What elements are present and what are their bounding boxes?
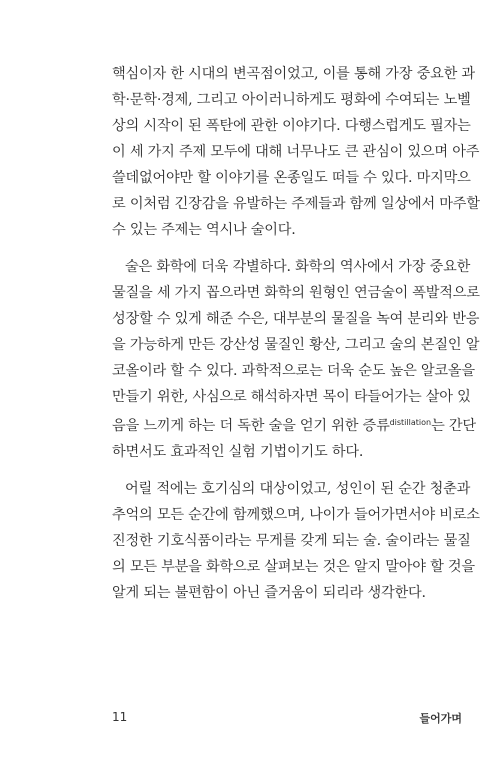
text-line: 핵심이자 한 시대의 변곡점이었고, 이를 통해 가장 중요한 과 [112, 66, 475, 82]
text-line: 술은 화학에 더욱 각별하다. 화학의 역사에서 가장 중요한 [125, 259, 471, 275]
running-section-title: 들어가며 [419, 712, 462, 725]
text-line: 추억의 모든 순간에 함께했으며, 나이가 들어가면서야 비로소 [112, 507, 480, 523]
text-line: 을 가능하게 만든 강산성 물질인 황산, 그리고 술의 본질인 알 [112, 337, 480, 353]
body-text [112, 61, 480, 617]
page-number: 11 [112, 710, 128, 724]
text-line: 상의 시작이 된 폭탄에 관한 이야기다. 다행스럽게도 필자는 [112, 118, 471, 134]
superscript-term: distillation [389, 418, 432, 427]
text-line: 만들기 위한, 사심으로 해석하자면 목이 타들어가는 살아 있 [112, 389, 471, 405]
text-line: 이 세 가지 주제 모두에 대해 너무나도 큰 관심이 있으며 아주 [112, 144, 480, 160]
paragraph-3 [112, 476, 480, 606]
text-line: 알게 되는 불편함이 아닌 즐거움이 되리라 생각한다. [112, 585, 426, 601]
text-segment: 음을 느끼게 하는 더 독한 술을 얻기 위한 증류 [112, 418, 390, 434]
text-line: 로 이처럼 긴장감을 유발하는 주제들과 함께 일상에서 마주할 [112, 196, 480, 212]
text-line: 의 모든 부분을 화학으로 살펴보는 것은 알지 말아야 할 것을 [112, 559, 475, 575]
text-line-with-superscript [112, 410, 476, 439]
text-segment: 는 간단 [431, 418, 476, 434]
text-line: 물질을 세 가지 꼽으라면 화학의 원형인 연금술이 폭발적으로 [112, 285, 480, 301]
text-line: 어릴 적에는 호기심의 대상이었고, 성인이 된 순간 청춘과 [125, 481, 471, 497]
text-line: 성장할 수 있게 해준 수은, 대부분의 물질을 녹여 분리와 반응 [112, 311, 480, 327]
text-line: 하면서도 효과적인 실험 기법이기도 하다. [112, 444, 364, 460]
paragraph-2 [112, 254, 480, 465]
text-line: 수 있는 주제는 역시나 술이다. [112, 222, 296, 238]
text-line: 코올이라 할 수 있다. 과학적으로는 더욱 순도 높은 알코올을 [112, 363, 475, 379]
text-line: 학·문학·경제, 그리고 아이러니하게도 평화에 수여되는 노벨 [112, 92, 471, 108]
paragraph-1 [112, 61, 480, 243]
text-line: 쓸데없어야만 할 이야기를 온종일도 떠들 수 있다. 마지막으 [112, 170, 471, 186]
page-footer [112, 710, 462, 726]
text-line: 진정한 기호식품이라는 무게를 갖게 되는 술. 술이라는 물질 [112, 533, 471, 549]
